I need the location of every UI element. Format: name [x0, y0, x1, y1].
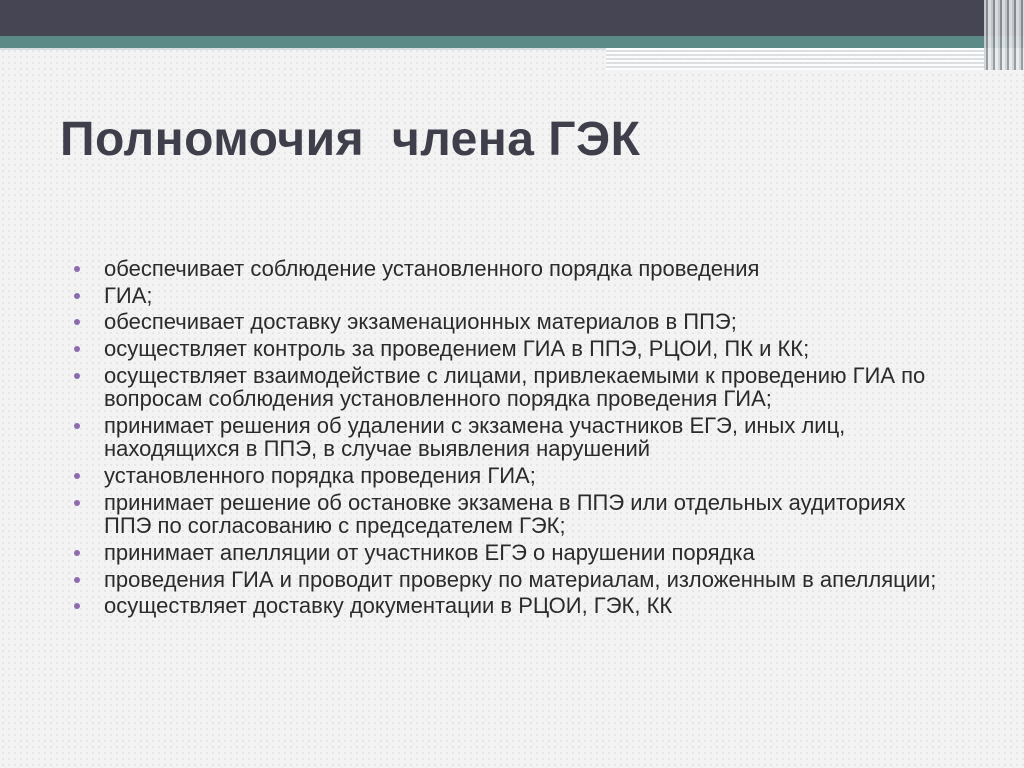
- bullet-text: обеспечивает соблюдение установленного порядка проведения: [104, 256, 760, 281]
- bullet-icon: [74, 293, 80, 299]
- bullet-icon: [74, 373, 80, 379]
- bullet-text: установленного порядка проведения ГИА;: [104, 463, 536, 489]
- bullet-text: принимает решения об удалении с экзамена участников ЕГЭ, иных лиц, находящихся в ППЭ, в случае выявления нарушений: [104, 412, 846, 462]
- bullet-item: [70, 257, 950, 281]
- bullet-text: принимает апелляции от участников ЕГЭ о нарушении порядка: [104, 540, 755, 565]
- bullet-item: [70, 364, 950, 411]
- bullet-icon: [74, 473, 80, 479]
- bullet-text: принимает решение об остановке экзамена в ППЭ или отдельных аудиториях ППЭ по согласованию с председателем ГЭК;: [104, 489, 906, 539]
- bullet-icon: [74, 603, 80, 609]
- bullet-list: [70, 257, 950, 621]
- bullet-text: ГИА;: [104, 282, 153, 308]
- bullet-item: [70, 491, 950, 538]
- bullet-item: [70, 414, 950, 461]
- bullet-icon: [74, 319, 80, 325]
- bullet-item: [70, 310, 950, 334]
- bullet-text: осуществляет взаимодействие с лицами, привлекаемыми к проведению ГИА по вопросам соблюдения установленного порядка проведения ГИА;: [104, 362, 926, 412]
- bullet-item: [70, 594, 950, 618]
- bullet-text: проведения ГИА и проводит проверку по материалам, изложенным в апелляции;: [104, 566, 937, 592]
- bullet-icon: [74, 266, 80, 272]
- bullet-text: обеспечивает доставку экзаменационных материалов в ППЭ;: [104, 309, 737, 335]
- bullet-item: [70, 541, 950, 565]
- top-bar: [0, 0, 1024, 36]
- bullet-item: [70, 284, 950, 308]
- bullet-icon: [74, 346, 80, 352]
- bullet-icon: [74, 550, 80, 556]
- decorative-strip: [606, 48, 986, 70]
- bullet-item: [70, 568, 950, 592]
- slide-title: Полномочия члена ГЭК: [60, 113, 641, 166]
- bullet-item: [70, 464, 950, 488]
- accent-band: [0, 36, 1024, 48]
- bullet-icon: [74, 423, 80, 429]
- bullet-text: осуществляет доставку документации в РЦОИ, ГЭК, КК: [104, 593, 673, 619]
- bullet-item: [70, 337, 950, 361]
- bullet-icon: [74, 500, 80, 506]
- decorative-stripes: [984, 0, 1024, 70]
- bullet-text: осуществляет контроль за проведением ГИА в ППЭ, РЦОИ, ПК и КК;: [104, 336, 810, 362]
- decorative-line: [0, 48, 606, 50]
- bullet-icon: [74, 577, 80, 583]
